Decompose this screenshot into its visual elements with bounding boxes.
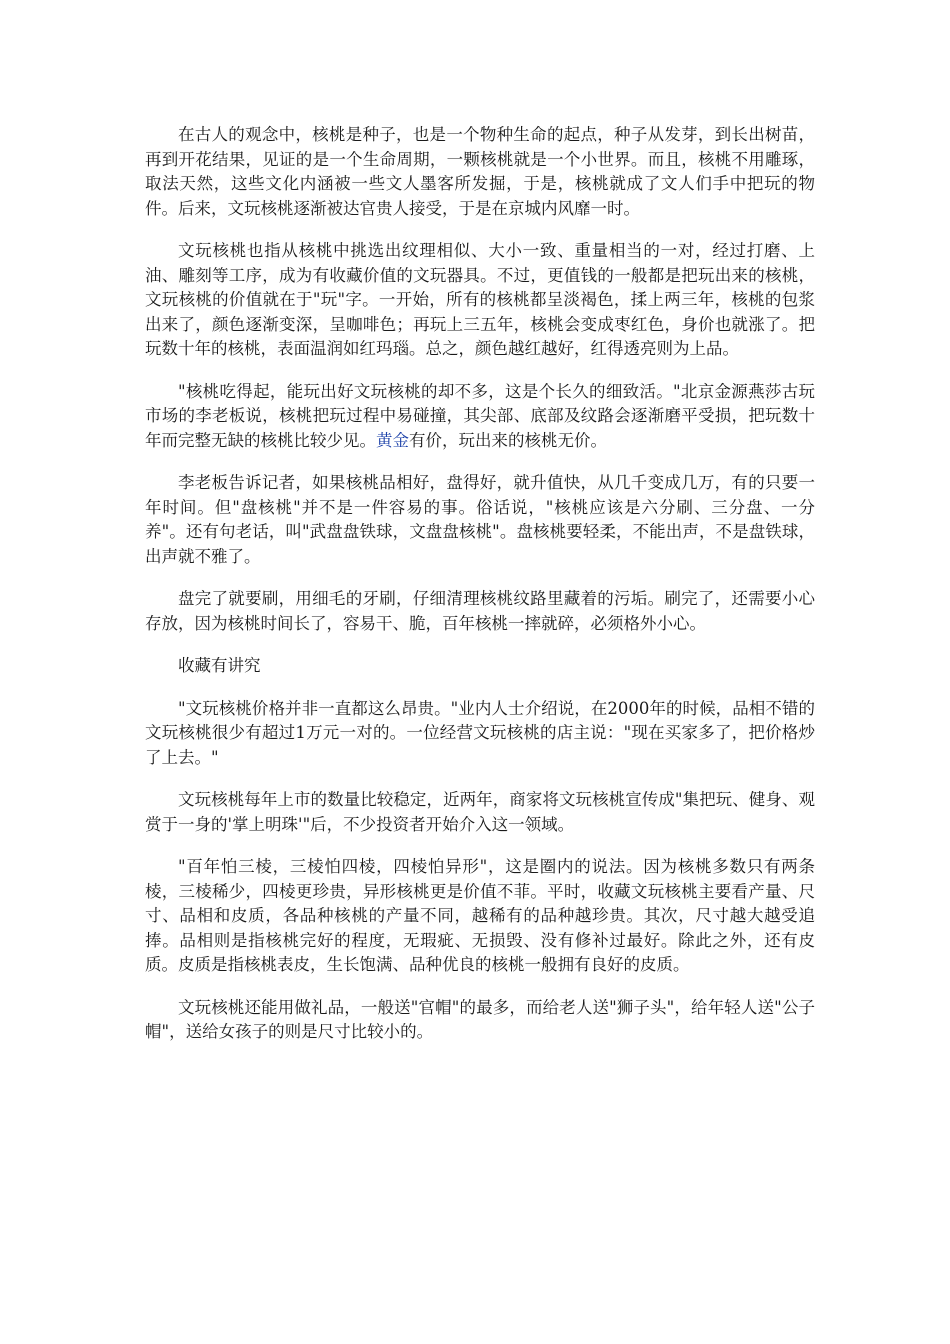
- paragraph-2: 文玩核桃也指从核桃中挑选出纹理相似、大小一致、重量相当的一对，经过打磨、上油、雕刻等工序，成为有收藏价值的文玩器具。不过，更值钱的一般都是把玩出来的核桃，文玩核桃的价值就在于"玩"字。一开始，所有的核桃都呈淡褐色，揉上两三年，核桃的包浆出来了，颜色逐渐变深，呈咖啡色；再玩上三五年，核桃会变成枣红色，身价也就涨了。把玩数十年的核桃，表面温润如红玛瑙。总之，颜色越红越好，红得透亮则为上品。: [145, 241, 815, 358]
- paragraph-9: 文玩核桃还能用做礼品，一般送"官帽"的最多，而给老人送"狮子头"，给年轻人送"公子帽"，送给女孩子的则是尺寸比较小的。: [145, 997, 815, 1041]
- paragraph-1: 在古人的观念中，核桃是种子，也是一个物种生命的起点，种子从发芽，到长出树苗，再到开花结果，见证的是一个生命周期，一颗核桃就是一个小世界。而且，核桃不用雕琢，取法天然，这些文化内涵被一些文人墨客所发掘，于是，核桃就成了文人们手中把玩的物件。后来，文玩核桃逐渐被达官贵人接受，于是在京城内风靡一时。: [145, 125, 815, 218]
- article-body: [145, 123, 815, 1063]
- paragraph-3: [145, 380, 815, 454]
- paragraph-4: 李老板告诉记者，如果核桃品相好，盘得好，就升值快，从几千变成几万，有的只要一年时间。但"盘核桃"并不是一件容易的事。俗话说，"核桃应该是六分刷、三分盘、一分养"。还有句老话，叫"武盘盘铁球，文盘盘核桃"。盘核桃要轻柔，不能出声，不是盘铁球，出声就不雅了。: [145, 473, 815, 566]
- section-heading: 收藏有讲究: [178, 656, 261, 675]
- paragraph-6: "文玩核桃价格并非一直都这么昂贵。"业内人士介绍说，在2000年的时候，品相不错的文玩核桃很少有超过1万元一对的。一位经营文玩核桃的店主说："现在买家多了，把价格炒了上去。": [145, 698, 815, 767]
- paragraph-3-after: 有价，玩出来的核桃无价。: [409, 430, 607, 450]
- paragraph-3-before: "核桃吃得起，能玩出好文玩核桃的却不多，这是个长久的细致活。"北京金源燕莎古玩市场的李老板说，核桃把玩过程中易碰撞，其尖部、底部及纹路会逐渐磨平受损，把玩数十年而完整无缺的核桃比较少见。: [145, 381, 815, 450]
- paragraph-5: 盘完了就要刷，用细毛的牙刷，仔细清理核桃纹路里藏着的污垢。刷完了，还需要小心存放，因为核桃时间长了，容易干、脆，百年核桃一摔就碎，必须格外小心。: [145, 589, 815, 633]
- gold-link[interactable]: 黄金: [376, 430, 409, 450]
- paragraph-7: 文玩核桃每年上市的数量比较稳定，近两年，商家将文玩核桃宣传成"集把玩、健身、观赏于一身的'掌上明珠'"后，不少投资者开始介入这一领域。: [145, 790, 815, 834]
- paragraph-8: "百年怕三棱，三棱怕四棱，四棱怕异形"，这是圈内的说法。因为核桃多数只有两条棱，三棱稀少，四棱更珍贵，异形核桃更是价值不菲。平时，收藏文玩核桃主要看产量、尺寸、品相和皮质，各品种核桃的产量不同，越稀有的品种越珍贵。其次，尺寸越大越受追捧。品相则是指核桃完好的程度，无瑕疵、无损毁、没有修补过最好。除此之外，还有皮质。皮质是指核桃表皮，生长饱满、品种优良的核桃一般拥有良好的皮质。: [145, 857, 815, 974]
